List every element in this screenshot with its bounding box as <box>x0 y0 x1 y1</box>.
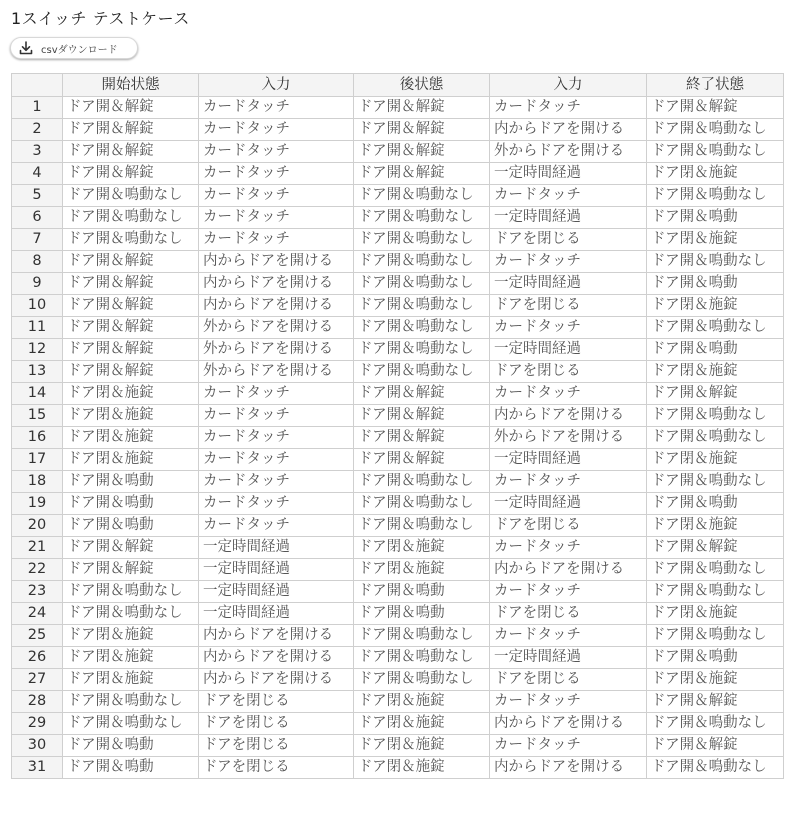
end-state-cell: ドア開＆鳴動なし <box>647 713 784 735</box>
start-state-cell: ドア開＆鳴動なし <box>63 207 199 229</box>
start-state-cell: ドア開＆解錠 <box>63 317 199 339</box>
header-next-state[interactable]: 後状態 <box>354 74 490 97</box>
input-1-cell: ドアを閉じる <box>199 691 354 713</box>
table-row <box>12 229 784 251</box>
table-row <box>12 515 784 537</box>
input-1-cell: 内からドアを開ける <box>199 273 354 295</box>
end-state-cell: ドア開＆鳴動 <box>647 207 784 229</box>
next-state-cell: ドア開＆鳴動なし <box>354 647 490 669</box>
start-state-cell: ドア開＆鳴動 <box>63 493 199 515</box>
input-1-cell: カードタッチ <box>199 405 354 427</box>
end-state-cell: ドア開＆鳴動なし <box>647 251 784 273</box>
next-state-cell: ドア開＆鳴動なし <box>354 229 490 251</box>
next-state-cell: ドア開＆鳴動なし <box>354 471 490 493</box>
table-row <box>12 163 784 185</box>
end-state-cell: ドア開＆鳴動なし <box>647 141 784 163</box>
table-row <box>12 295 784 317</box>
input-1-cell: カードタッチ <box>199 119 354 141</box>
end-state-cell: ドア開＆鳴動なし <box>647 185 784 207</box>
next-state-cell: ドア開＆鳴動なし <box>354 251 490 273</box>
end-state-cell: ドア開＆鳴動なし <box>647 559 784 581</box>
start-state-cell: ドア開＆鳴動なし <box>63 229 199 251</box>
start-state-cell: ドア閉＆施錠 <box>63 647 199 669</box>
input-2-cell: 一定時間経過 <box>490 449 647 471</box>
input-1-cell: カードタッチ <box>199 449 354 471</box>
input-1-cell: 外からドアを開ける <box>199 339 354 361</box>
row-number: 1 <box>12 97 63 119</box>
start-state-cell: ドア開＆鳴動 <box>63 515 199 537</box>
row-number: 13 <box>12 361 63 383</box>
input-1-cell: カードタッチ <box>199 97 354 119</box>
input-2-cell: 一定時間経過 <box>490 207 647 229</box>
end-state-cell: ドア開＆鳴動 <box>647 493 784 515</box>
input-2-cell: 一定時間経過 <box>490 163 647 185</box>
table-row <box>12 251 784 273</box>
row-number: 14 <box>12 383 63 405</box>
table-row <box>12 339 784 361</box>
input-2-cell: カードタッチ <box>490 471 647 493</box>
table-row <box>12 449 784 471</box>
input-1-cell: 一定時間経過 <box>199 603 354 625</box>
next-state-cell: ドア開＆解錠 <box>354 449 490 471</box>
input-1-cell: 内からドアを開ける <box>199 625 354 647</box>
input-1-cell: カードタッチ <box>199 229 354 251</box>
start-state-cell: ドア閉＆施錠 <box>63 427 199 449</box>
table-row <box>12 119 784 141</box>
next-state-cell: ドア開＆鳴動なし <box>354 273 490 295</box>
table-row <box>12 427 784 449</box>
input-1-cell: 一定時間経過 <box>199 581 354 603</box>
start-state-cell: ドア閉＆施錠 <box>63 625 199 647</box>
row-number: 4 <box>12 163 63 185</box>
next-state-cell: ドア開＆鳴動なし <box>354 185 490 207</box>
start-state-cell: ドア閉＆施錠 <box>63 405 199 427</box>
next-state-cell: ドア開＆鳴動なし <box>354 295 490 317</box>
header-input-1[interactable]: 入力 <box>199 74 354 97</box>
end-state-cell: ドア開＆鳴動なし <box>647 317 784 339</box>
row-number: 11 <box>12 317 63 339</box>
start-state-cell: ドア開＆鳴動なし <box>63 713 199 735</box>
next-state-cell: ドア閉＆施錠 <box>354 537 490 559</box>
end-state-cell: ドア閉＆施錠 <box>647 515 784 537</box>
row-number: 18 <box>12 471 63 493</box>
row-number: 17 <box>12 449 63 471</box>
input-2-cell: 外からドアを開ける <box>490 427 647 449</box>
end-state-cell: ドア閉＆施錠 <box>647 669 784 691</box>
input-2-cell: 内からドアを開ける <box>490 713 647 735</box>
row-number: 25 <box>12 625 63 647</box>
input-1-cell: カードタッチ <box>199 163 354 185</box>
start-state-cell: ドア開＆解錠 <box>63 163 199 185</box>
row-number: 19 <box>12 493 63 515</box>
next-state-cell: ドア開＆鳴動なし <box>354 625 490 647</box>
end-state-cell: ドア開＆鳴動なし <box>647 427 784 449</box>
input-2-cell: カードタッチ <box>490 691 647 713</box>
next-state-cell: ドア閉＆施錠 <box>354 713 490 735</box>
row-number: 7 <box>12 229 63 251</box>
table-row <box>12 207 784 229</box>
table-row <box>12 757 784 779</box>
input-2-cell: ドアを閉じる <box>490 515 647 537</box>
end-state-cell: ドア開＆解錠 <box>647 691 784 713</box>
start-state-cell: ドア開＆解錠 <box>63 295 199 317</box>
input-2-cell: ドアを閉じる <box>490 603 647 625</box>
test-case-table <box>11 73 784 779</box>
table-row <box>12 493 784 515</box>
input-2-cell: 外からドアを開ける <box>490 141 647 163</box>
input-1-cell: ドアを閉じる <box>199 757 354 779</box>
end-state-cell: ドア開＆鳴動 <box>647 273 784 295</box>
input-2-cell: カードタッチ <box>490 97 647 119</box>
input-2-cell: カードタッチ <box>490 185 647 207</box>
next-state-cell: ドア開＆鳴動なし <box>354 361 490 383</box>
row-number: 29 <box>12 713 63 735</box>
end-state-cell: ドア閉＆施錠 <box>647 361 784 383</box>
download-icon <box>18 40 34 56</box>
table-row <box>12 691 784 713</box>
row-number: 28 <box>12 691 63 713</box>
next-state-cell: ドア開＆鳴動なし <box>354 515 490 537</box>
next-state-cell: ドア開＆解錠 <box>354 163 490 185</box>
input-1-cell: 内からドアを開ける <box>199 647 354 669</box>
row-number: 15 <box>12 405 63 427</box>
table-row <box>12 647 784 669</box>
start-state-cell: ドア閉＆施錠 <box>63 669 199 691</box>
row-number: 21 <box>12 537 63 559</box>
input-1-cell: カードタッチ <box>199 207 354 229</box>
input-2-cell: ドアを閉じる <box>490 669 647 691</box>
header-end-state[interactable]: 終了状態 <box>647 74 784 97</box>
table-row <box>12 97 784 119</box>
end-state-cell: ドア開＆鳴動なし <box>647 471 784 493</box>
row-number: 27 <box>12 669 63 691</box>
input-1-cell: 内からドアを開ける <box>199 669 354 691</box>
input-1-cell: カードタッチ <box>199 493 354 515</box>
next-state-cell: ドア閉＆施錠 <box>354 735 490 757</box>
end-state-cell: ドア開＆鳴動 <box>647 647 784 669</box>
table-row <box>12 471 784 493</box>
start-state-cell: ドア閉＆施錠 <box>63 449 199 471</box>
input-2-cell: 一定時間経過 <box>490 647 647 669</box>
table-row <box>12 273 784 295</box>
header-input-2[interactable]: 入力 <box>490 74 647 97</box>
next-state-cell: ドア開＆鳴動なし <box>354 669 490 691</box>
end-state-cell: ドア開＆鳴動なし <box>647 119 784 141</box>
input-2-cell: 一定時間経過 <box>490 339 647 361</box>
row-number: 10 <box>12 295 63 317</box>
input-2-cell: カードタッチ <box>490 581 647 603</box>
row-number: 30 <box>12 735 63 757</box>
input-2-cell: カードタッチ <box>490 251 647 273</box>
row-number: 23 <box>12 581 63 603</box>
end-state-cell: ドア閉＆施錠 <box>647 295 784 317</box>
end-state-cell: ドア閉＆施錠 <box>647 229 784 251</box>
row-number: 9 <box>12 273 63 295</box>
next-state-cell: ドア開＆鳴動なし <box>354 317 490 339</box>
input-2-cell: 一定時間経過 <box>490 493 647 515</box>
input-1-cell: 外からドアを開ける <box>199 317 354 339</box>
row-number: 3 <box>12 141 63 163</box>
end-state-cell: ドア開＆解錠 <box>647 383 784 405</box>
end-state-cell: ドア閉＆施錠 <box>647 603 784 625</box>
csv-download-label: csvダウンロード <box>41 44 118 56</box>
next-state-cell: ドア開＆解錠 <box>354 383 490 405</box>
input-1-cell: ドアを閉じる <box>199 713 354 735</box>
end-state-cell: ドア閉＆施錠 <box>647 449 784 471</box>
input-2-cell: 内からドアを開ける <box>490 559 647 581</box>
next-state-cell: ドア閉＆施錠 <box>354 757 490 779</box>
end-state-cell: ドア開＆解錠 <box>647 537 784 559</box>
end-state-cell: ドア開＆鳴動なし <box>647 405 784 427</box>
start-state-cell: ドア開＆解錠 <box>63 559 199 581</box>
input-2-cell: ドアを閉じる <box>490 229 647 251</box>
row-number: 16 <box>12 427 63 449</box>
input-2-cell: カードタッチ <box>490 317 647 339</box>
table-row <box>12 669 784 691</box>
start-state-cell: ドア開＆鳴動なし <box>63 581 199 603</box>
next-state-cell: ドア開＆解錠 <box>354 141 490 163</box>
next-state-cell: ドア閉＆施錠 <box>354 559 490 581</box>
input-1-cell: カードタッチ <box>199 427 354 449</box>
input-1-cell: カードタッチ <box>199 471 354 493</box>
start-state-cell: ドア閉＆施錠 <box>63 383 199 405</box>
table-header-row <box>12 74 784 97</box>
row-number: 2 <box>12 119 63 141</box>
start-state-cell: ドア開＆解錠 <box>63 273 199 295</box>
row-number: 12 <box>12 339 63 361</box>
page-title: 1スイッチ テストケース <box>11 9 190 28</box>
end-state-cell: ドア開＆鳴動 <box>647 339 784 361</box>
start-state-cell: ドア開＆鳴動なし <box>63 691 199 713</box>
next-state-cell: ドア開＆解錠 <box>354 97 490 119</box>
next-state-cell: ドア開＆解錠 <box>354 405 490 427</box>
end-state-cell: ドア開＆鳴動なし <box>647 581 784 603</box>
input-2-cell: カードタッチ <box>490 735 647 757</box>
start-state-cell: ドア開＆解錠 <box>63 119 199 141</box>
start-state-cell: ドア開＆解錠 <box>63 141 199 163</box>
table-row <box>12 625 784 647</box>
input-1-cell: ドアを閉じる <box>199 735 354 757</box>
table-row <box>12 141 784 163</box>
start-state-cell: ドア開＆鳴動 <box>63 471 199 493</box>
input-1-cell: 一定時間経過 <box>199 559 354 581</box>
input-1-cell: カードタッチ <box>199 141 354 163</box>
next-state-cell: ドア開＆鳴動 <box>354 603 490 625</box>
header-start-state[interactable]: 開始状態 <box>63 74 199 97</box>
start-state-cell: ドア開＆解錠 <box>63 339 199 361</box>
input-2-cell: カードタッチ <box>490 537 647 559</box>
next-state-cell: ドア開＆鳴動なし <box>354 493 490 515</box>
row-number: 20 <box>12 515 63 537</box>
row-number: 26 <box>12 647 63 669</box>
table-row <box>12 735 784 757</box>
next-state-cell: ドア開＆解錠 <box>354 119 490 141</box>
input-2-cell: カードタッチ <box>490 383 647 405</box>
next-state-cell: ドア開＆解錠 <box>354 427 490 449</box>
start-state-cell: ドア開＆鳴動なし <box>63 603 199 625</box>
row-number: 8 <box>12 251 63 273</box>
start-state-cell: ドア開＆鳴動なし <box>63 185 199 207</box>
input-1-cell: 内からドアを開ける <box>199 251 354 273</box>
input-1-cell: 一定時間経過 <box>199 537 354 559</box>
table-row <box>12 405 784 427</box>
input-1-cell: カードタッチ <box>199 515 354 537</box>
end-state-cell: ドア開＆鳴動なし <box>647 625 784 647</box>
input-2-cell: ドアを閉じる <box>490 295 647 317</box>
input-2-cell: 一定時間経過 <box>490 273 647 295</box>
end-state-cell: ドア開＆鳴動なし <box>647 757 784 779</box>
start-state-cell: ドア開＆鳴動 <box>63 735 199 757</box>
row-number: 31 <box>12 757 63 779</box>
table-row <box>12 383 784 405</box>
end-state-cell: ドア開＆解錠 <box>647 735 784 757</box>
start-state-cell: ドア開＆解錠 <box>63 251 199 273</box>
table-row <box>12 537 784 559</box>
end-state-cell: ドア開＆解錠 <box>647 97 784 119</box>
table-row <box>12 713 784 735</box>
input-2-cell: ドアを閉じる <box>490 361 647 383</box>
start-state-cell: ドア開＆解錠 <box>63 361 199 383</box>
input-2-cell: カードタッチ <box>490 625 647 647</box>
table-row <box>12 581 784 603</box>
table-row <box>12 559 784 581</box>
input-1-cell: カードタッチ <box>199 185 354 207</box>
end-state-cell: ドア閉＆施錠 <box>647 163 784 185</box>
row-number: 24 <box>12 603 63 625</box>
table-row <box>12 603 784 625</box>
header-index <box>12 74 63 97</box>
input-2-cell: 内からドアを開ける <box>490 405 647 427</box>
next-state-cell: ドア開＆鳴動 <box>354 581 490 603</box>
start-state-cell: ドア開＆解錠 <box>63 537 199 559</box>
row-number: 5 <box>12 185 63 207</box>
start-state-cell: ドア開＆解錠 <box>63 97 199 119</box>
row-number: 6 <box>12 207 63 229</box>
next-state-cell: ドア開＆鳴動なし <box>354 207 490 229</box>
input-2-cell: 内からドアを開ける <box>490 757 647 779</box>
input-2-cell: 内からドアを開ける <box>490 119 647 141</box>
input-1-cell: カードタッチ <box>199 383 354 405</box>
next-state-cell: ドア閉＆施錠 <box>354 691 490 713</box>
next-state-cell: ドア開＆鳴動なし <box>354 339 490 361</box>
table-row <box>12 361 784 383</box>
input-1-cell: 外からドアを開ける <box>199 361 354 383</box>
input-1-cell: 内からドアを開ける <box>199 295 354 317</box>
row-number: 22 <box>12 559 63 581</box>
table-row <box>12 185 784 207</box>
csv-download-button[interactable] <box>10 37 138 59</box>
table-row <box>12 317 784 339</box>
start-state-cell: ドア開＆鳴動 <box>63 757 199 779</box>
